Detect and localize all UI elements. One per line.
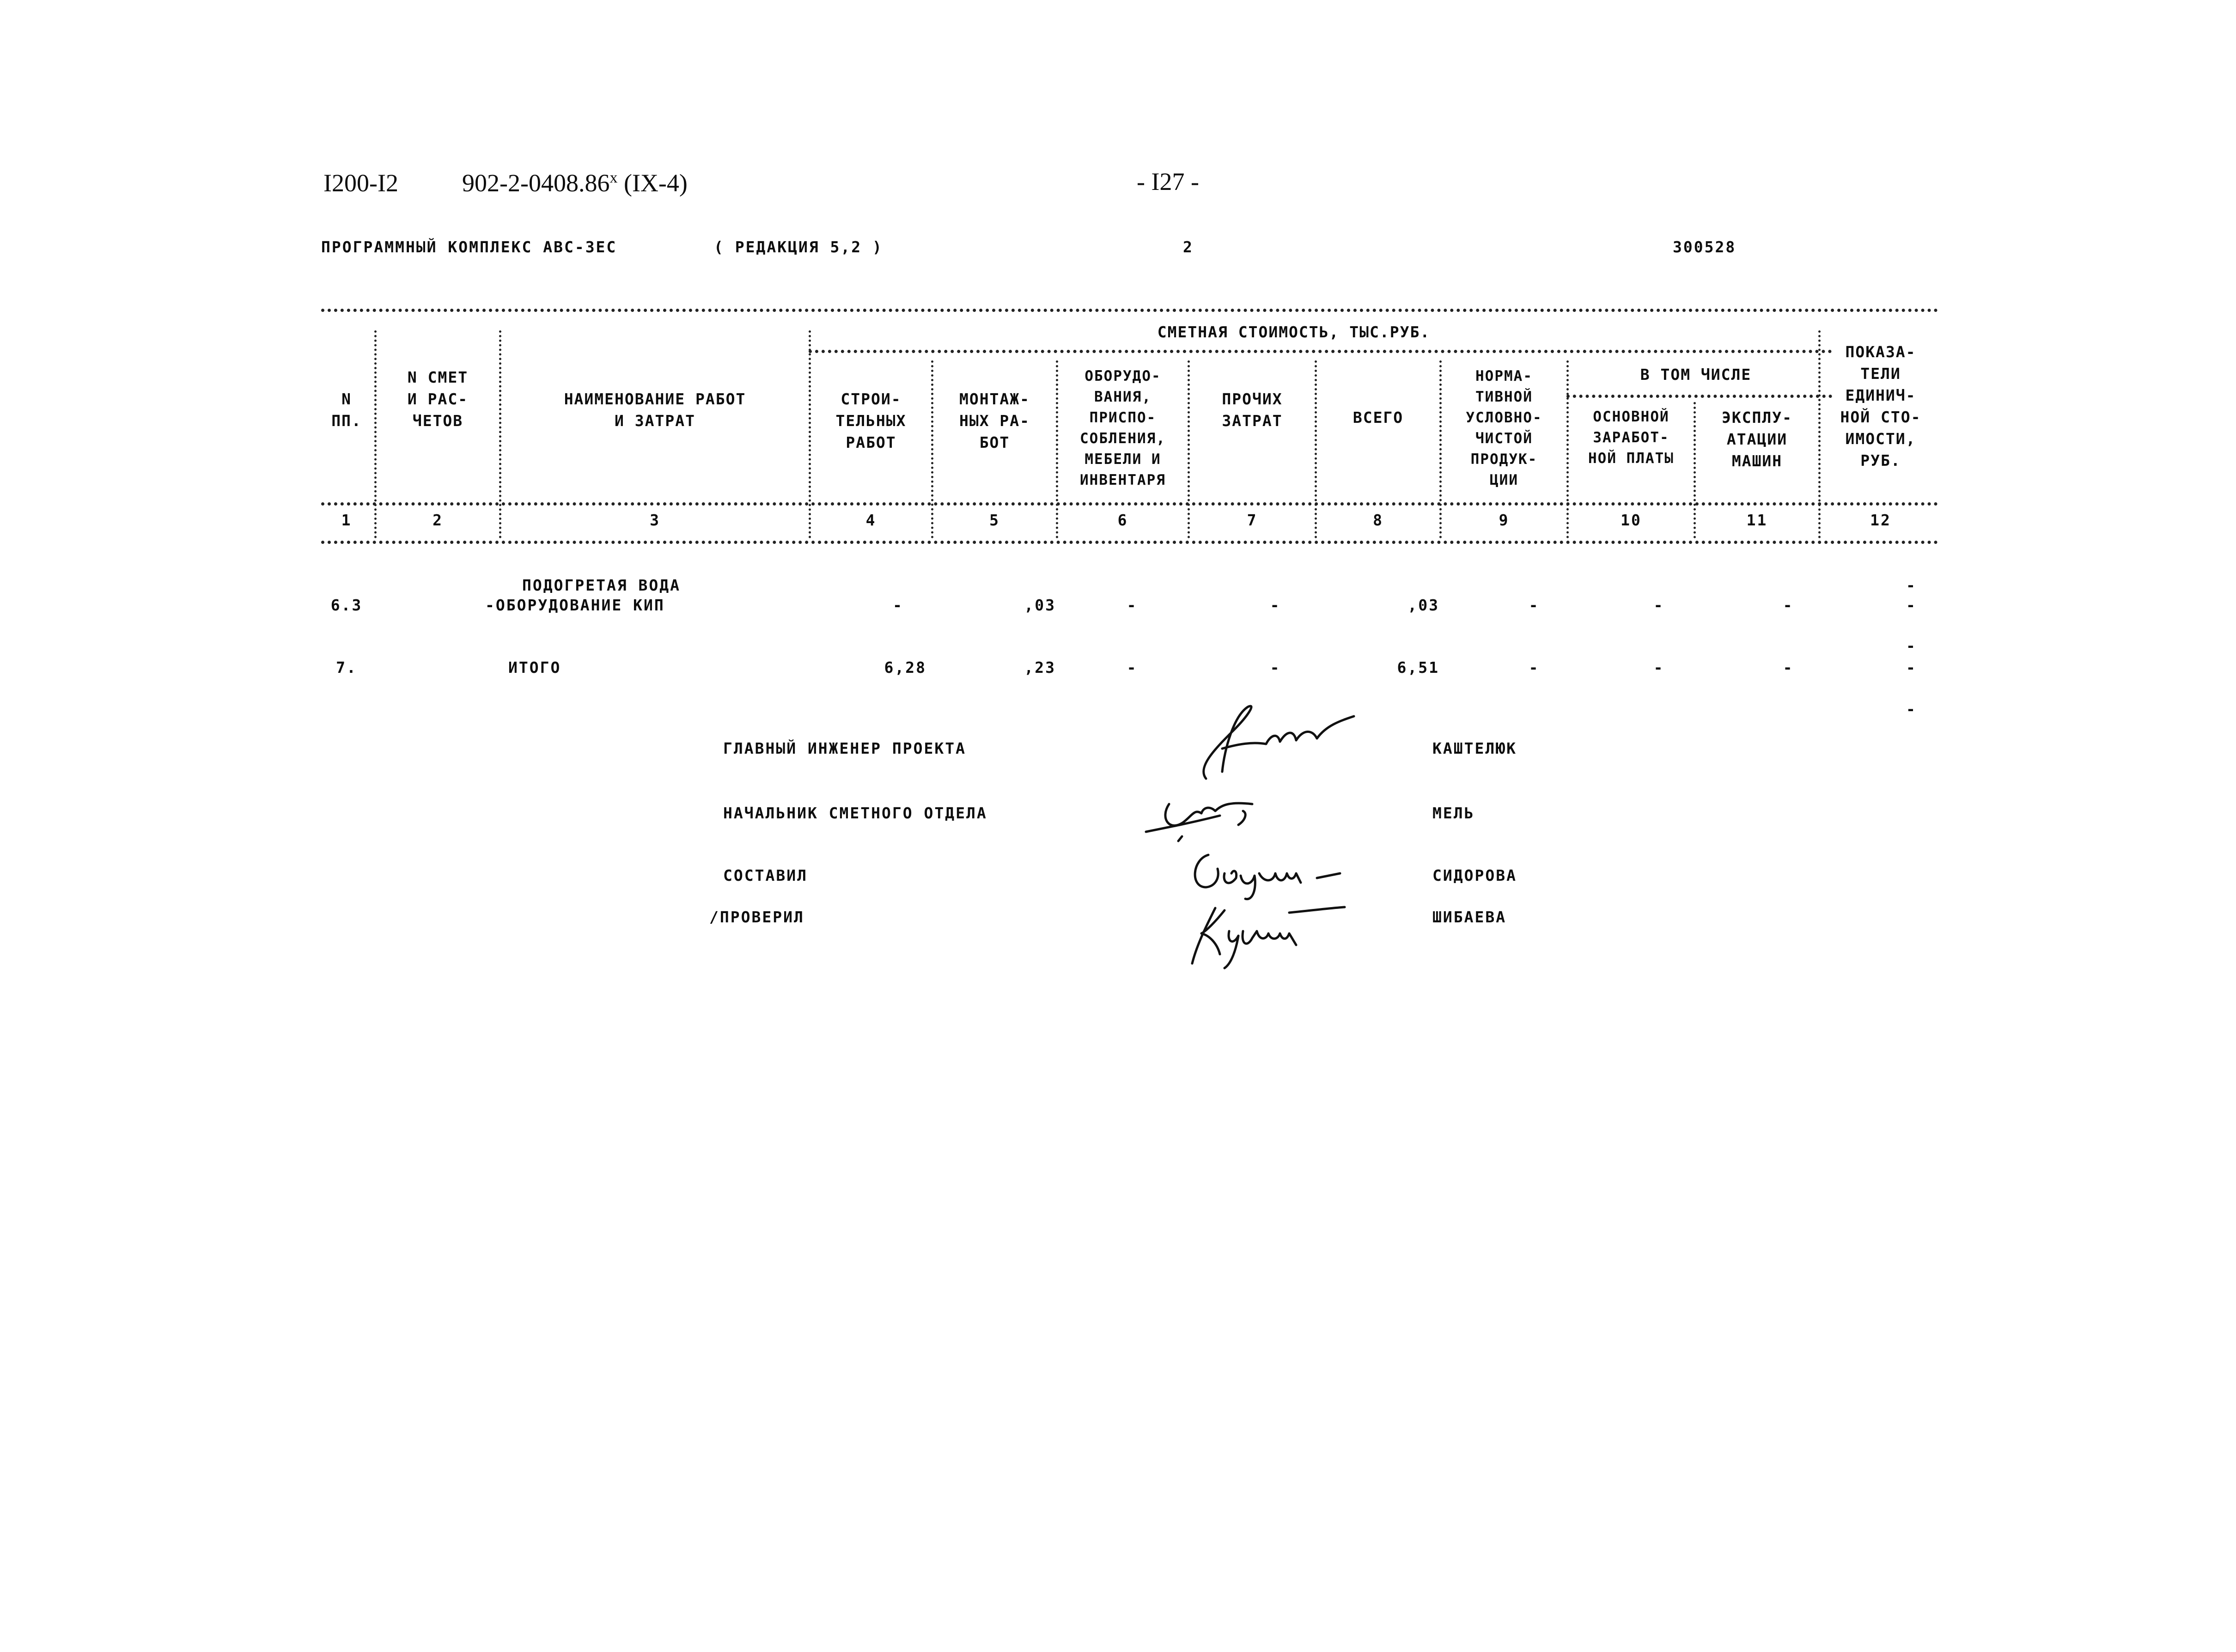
project-code [462, 169, 688, 197]
document-number: 300528 [1673, 238, 1736, 256]
col-header-line: НАИМЕНОВАНИЕ РАБОТ [564, 390, 746, 408]
col-header-line: ИМОСТИ, [1845, 430, 1916, 448]
col-number: 7 [1247, 511, 1258, 529]
col-number: 1 [341, 511, 352, 529]
group-header: СМЕТНАЯ СТОИМОСТЬ, ТЫС.РУБ. [1157, 323, 1431, 341]
col-header-line: N [341, 390, 352, 408]
table-cell: - [1783, 596, 1794, 614]
col-header-line: ЦИИ [1490, 472, 1518, 488]
col-header-line: УСЛОВНО- [1466, 409, 1542, 426]
row-number: 7. [336, 658, 357, 677]
col-header-line: ПРОЧИХ [1222, 390, 1283, 408]
numbers-bottom-rule [321, 541, 1938, 544]
col-number: 6 [1117, 511, 1128, 529]
col-header-line: ИНВЕНТАРЯ [1080, 472, 1166, 488]
col-header-line: ТЕЛИ [1860, 365, 1901, 383]
header-bottom-rule [321, 502, 1938, 506]
col-header-8 [1317, 407, 1439, 428]
col-header-line: РУБ. [1860, 451, 1901, 469]
unit-cost-mark: - [1906, 658, 1917, 677]
table-top-rule [321, 309, 1938, 312]
table-cell: - [1529, 596, 1540, 614]
software-mark: 2 [1183, 238, 1194, 256]
table-cell: ,23 [1024, 658, 1056, 677]
signature-role: НАЧАЛЬНИК СМЕТНОГО ОТДЕЛА [723, 804, 987, 822]
table-cell: ,03 [1024, 596, 1056, 614]
project-code-mark: x [609, 169, 618, 186]
unit-cost-mark: - [1906, 700, 1917, 718]
col-number: 10 [1621, 511, 1642, 529]
col-number: 9 [1499, 511, 1510, 529]
col-header-line: ВАНИЯ, [1094, 389, 1152, 405]
col-header-line: ЕДИНИЧ- [1845, 386, 1916, 404]
col-number: 5 [989, 511, 1000, 529]
col-header-4 [811, 388, 931, 453]
col-header-line: НЫХ РА- [959, 412, 1030, 430]
subgroup-rule [1566, 395, 1832, 398]
table-cell: - [893, 596, 903, 614]
col-header-7 [1190, 388, 1315, 432]
col-header-line: НОЙ ПЛАТЫ [1588, 450, 1674, 467]
col-header-line: И ЗАТРАТ [615, 412, 695, 430]
col-header-line: СТРОИ- [841, 390, 902, 408]
col-header-line: ПОКАЗА- [1845, 343, 1916, 361]
col-header-9 [1442, 366, 1566, 491]
unit-cost-mark: - [1906, 637, 1917, 655]
col-separator [499, 330, 501, 538]
col-number: 8 [1373, 511, 1383, 529]
signature-name: МЕЛЬ [1432, 804, 1475, 822]
col-header-line: ЗАТРАТ [1222, 412, 1283, 430]
program-name: ПРОГРАММНЫЙ КОМПЛЕКС АВС-ЗЕС [321, 238, 617, 256]
table-cell: - [1127, 658, 1138, 677]
col-header-6 [1058, 366, 1188, 491]
col-header-line: АТАЦИИ [1726, 430, 1788, 448]
signature-checked-by [1174, 894, 1359, 973]
col-header-5 [933, 388, 1056, 453]
unit-cost-mark: - [1906, 596, 1917, 614]
col-separator [374, 330, 377, 538]
col-header-line: ТИВНОЙ [1475, 389, 1533, 405]
table-cell: 6,28 [884, 658, 926, 677]
col-header-line: ОСНОВНОЙ [1593, 408, 1669, 425]
subgroup-header: В ТОМ ЧИСЛЕ [1640, 366, 1752, 384]
sheet-code: I200-I2 [323, 169, 398, 197]
signature-name: КАШТЕЛЮК [1432, 739, 1517, 757]
row-title: ИТОГО [508, 658, 561, 677]
page-number: - I27 - [1137, 168, 1199, 195]
col-header-line: ЗАРАБОТ- [1593, 429, 1669, 446]
col-header-11 [1696, 407, 1818, 472]
col-header-2 [377, 366, 499, 432]
row-title: -ОБОРУДОВАНИЕ КИП [485, 596, 665, 614]
row-title: ПОДОГРЕТАЯ ВОДА [522, 576, 681, 594]
col-number: 11 [1746, 511, 1768, 529]
project-section: (IX-4) [623, 169, 688, 197]
signature-role: СОСТАВИЛ [723, 866, 808, 884]
col-header-12 [1821, 341, 1941, 471]
table-cell: ,03 [1407, 596, 1439, 614]
col-header-line: ТЕЛЬНЫХ [835, 412, 907, 430]
table-cell: 6,51 [1397, 658, 1439, 677]
table-cell: - [1653, 596, 1664, 614]
col-header-1 [319, 388, 374, 432]
col-header-line: ЧИСТОЙ [1475, 430, 1533, 447]
col-header-line: ЧЕТОВ [412, 412, 463, 430]
col-header-10 [1569, 407, 1694, 469]
col-header-line: ПП. [331, 412, 362, 430]
col-header-line: ЭКСПЛУ- [1721, 408, 1793, 427]
col-header-3 [501, 388, 809, 432]
table-cell: - [1653, 658, 1664, 677]
edition: ( РЕДАКЦИЯ 5,2 ) [714, 238, 883, 256]
col-number: 4 [865, 511, 877, 529]
col-header-line: ПРИСПО- [1089, 409, 1157, 426]
table-cell: - [1270, 596, 1281, 614]
col-header-line: МОНТАЖ- [959, 390, 1030, 408]
table-cell: - [1529, 658, 1540, 677]
col-header-line: МАШИН [1731, 452, 1783, 470]
col-header-line: ОБОРУДО- [1084, 368, 1161, 384]
signature-chief-engineer [1178, 698, 1372, 790]
col-number: 3 [650, 511, 660, 529]
unit-cost-mark: - [1906, 576, 1917, 594]
col-header-line: БОТ [979, 433, 1010, 451]
table-cell: - [1783, 658, 1794, 677]
signature-role: ГЛАВНЫЙ ИНЖЕНЕР ПРОЕКТА [723, 739, 966, 757]
row-number: 6.3 [330, 596, 363, 614]
col-header-line: МЕБЕЛИ И [1084, 451, 1161, 468]
signature-name: ШИБАЕВА [1432, 908, 1507, 926]
col-header-line: ПРОДУК- [1470, 451, 1538, 468]
col-header-line: НОЙ СТО- [1840, 408, 1921, 426]
group-rule [809, 350, 1832, 353]
table-cell: - [1127, 596, 1138, 614]
col-header-line: ВСЕГО [1353, 408, 1404, 427]
col-header-line: СОБЛЕНИЯ, [1080, 430, 1166, 447]
col-header-line: РАБОТ [846, 433, 896, 451]
table-cell: - [1270, 658, 1281, 677]
col-header-line: И РАС- [407, 390, 469, 408]
col-number: 2 [433, 511, 443, 529]
project-code-number: 902-2-0408.86 [462, 169, 610, 197]
col-header-line: N СМЕТ [407, 368, 469, 386]
col-header-line: НОРМА- [1475, 368, 1533, 384]
col-number: 12 [1870, 511, 1891, 529]
signature-head-of-department [1141, 786, 1271, 846]
signature-name: СИДОРОВА [1432, 866, 1517, 884]
signature-role: /ПРОВЕРИЛ [709, 908, 804, 926]
